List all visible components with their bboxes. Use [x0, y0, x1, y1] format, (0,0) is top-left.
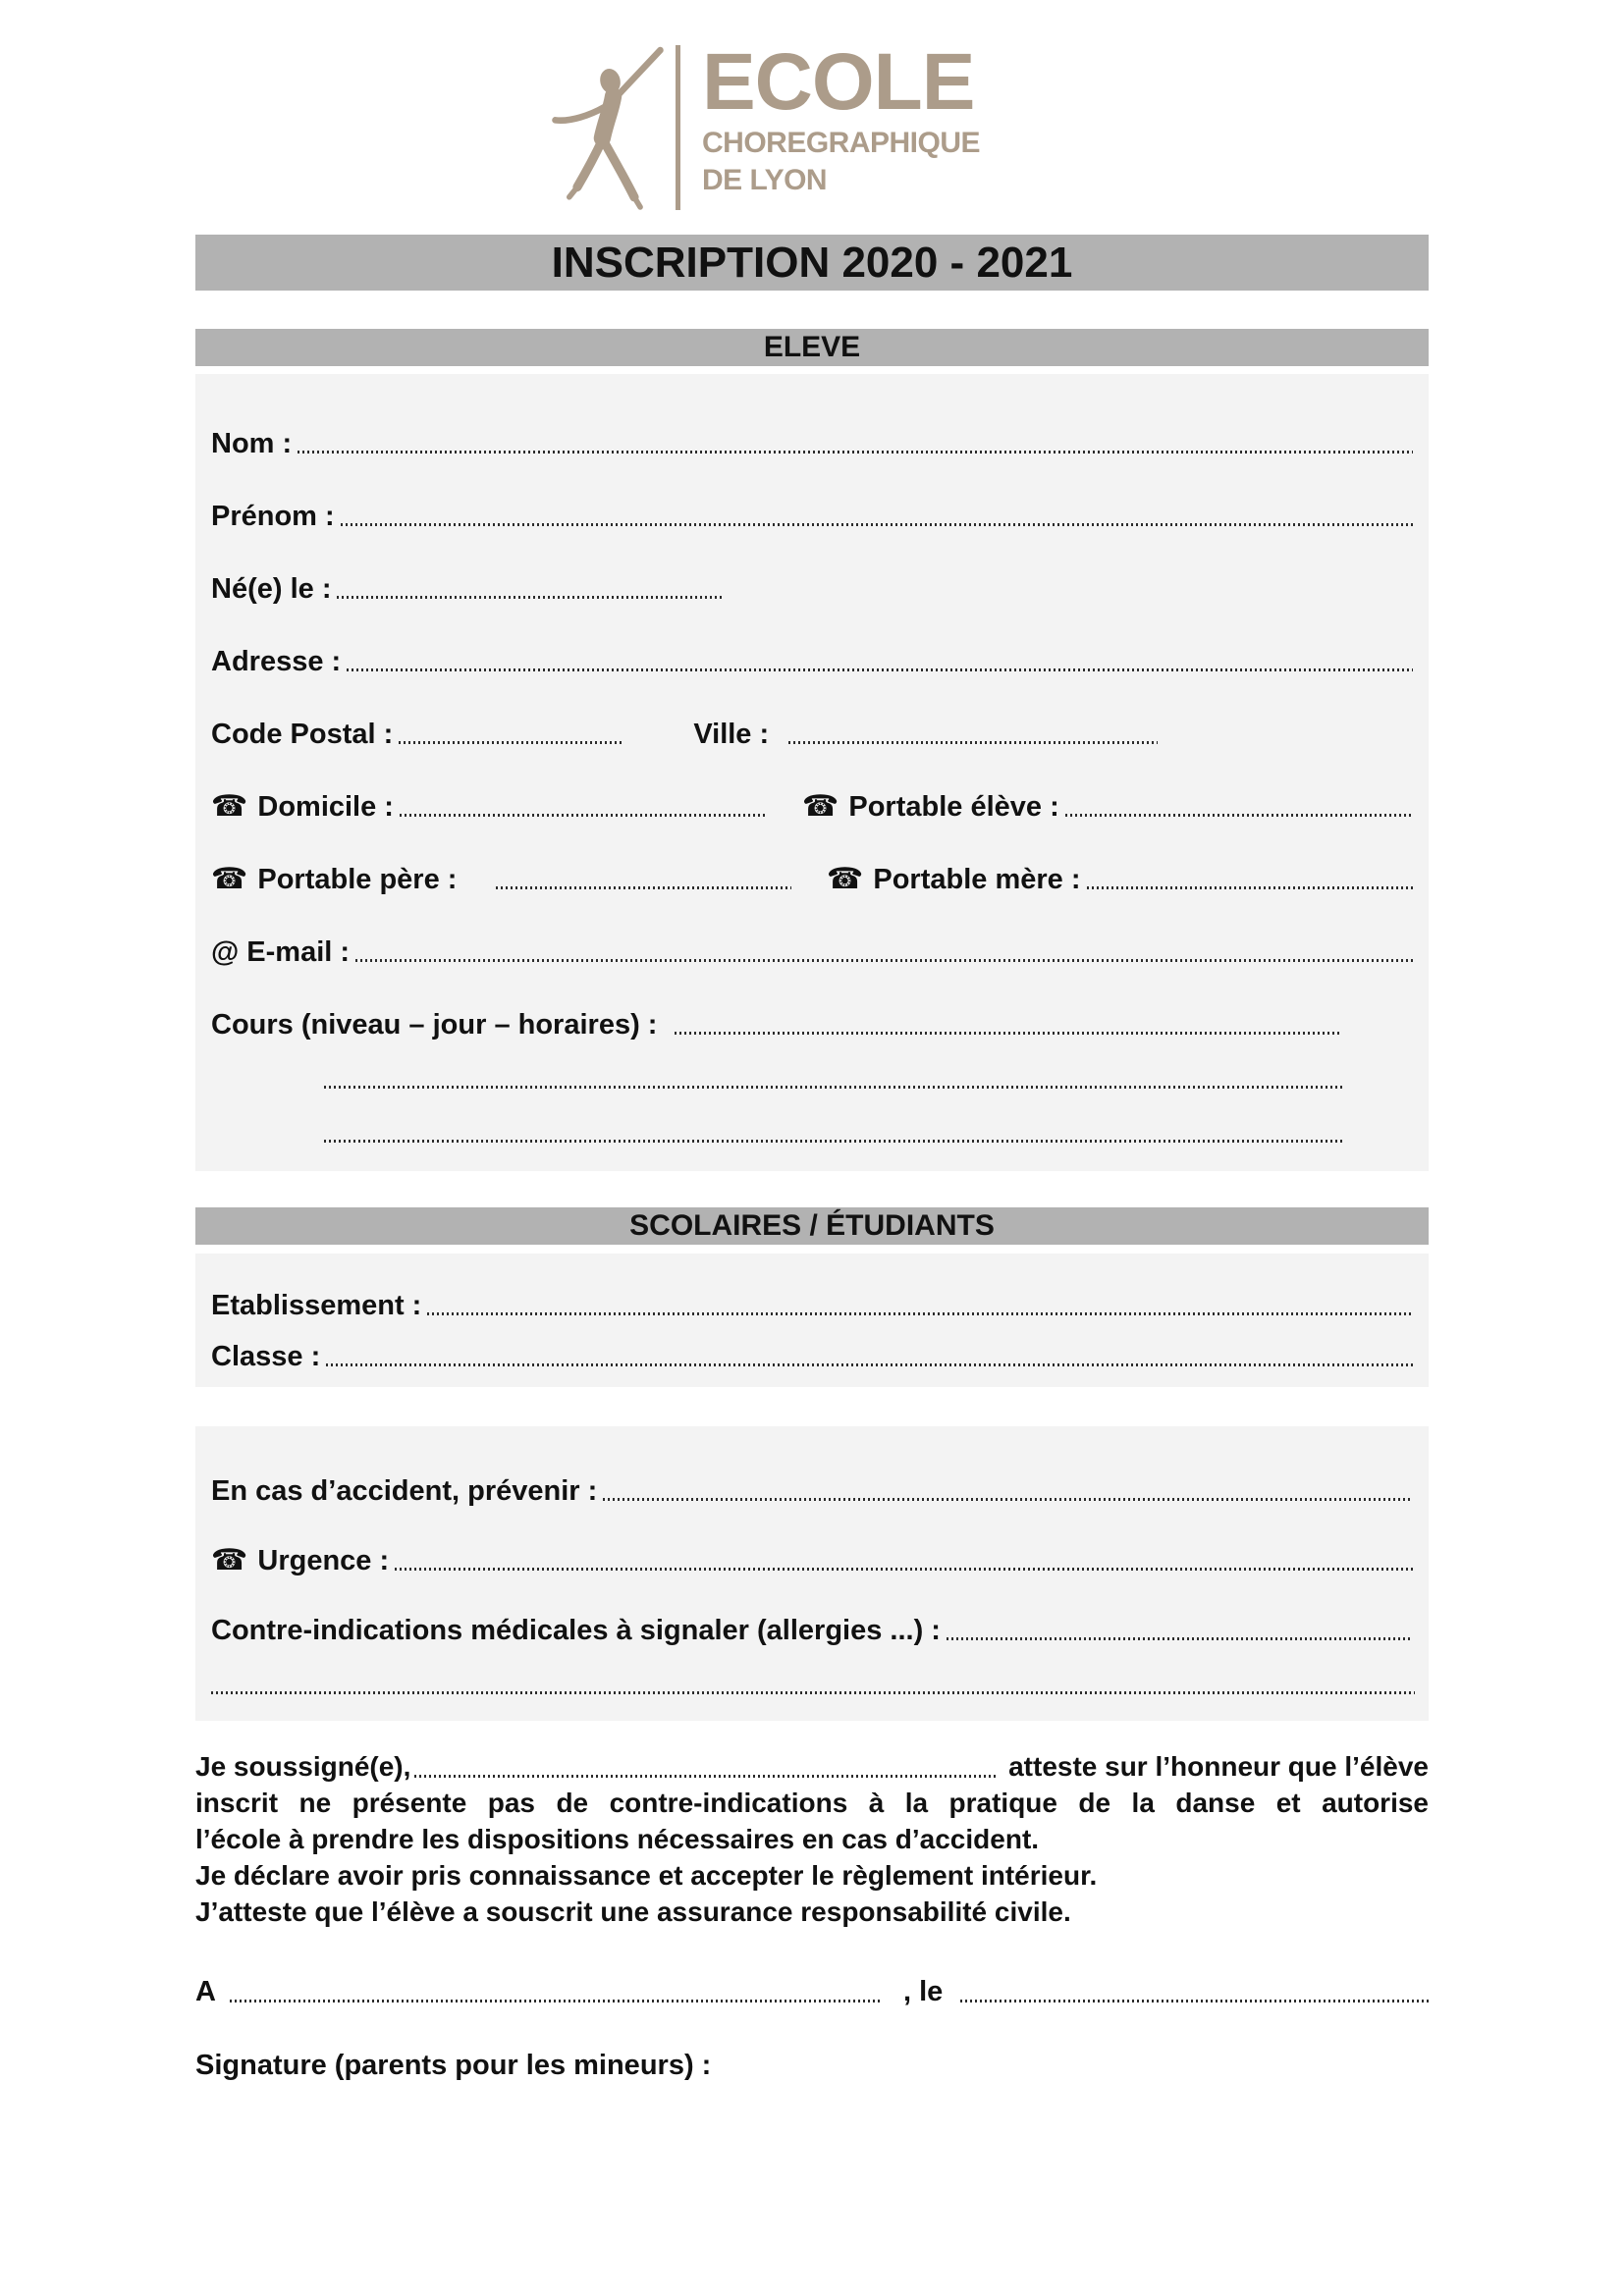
section-header-eleve	[195, 329, 1429, 366]
domicile-fill-line[interactable]	[400, 814, 767, 817]
cours-label: Cours (niveau – jour – horaires) :	[211, 1008, 658, 1041]
cours-fill-line-3[interactable]	[324, 1140, 1342, 1143]
logo-text	[701, 37, 981, 197]
signature-row	[195, 2050, 1429, 2082]
school-logo	[0, 0, 1578, 210]
date-label: , le	[902, 1975, 944, 2007]
etablissement-fill-line[interactable]	[427, 1312, 1413, 1315]
field-row-prenom	[211, 460, 1413, 533]
field-row-cours-line3	[211, 1095, 1413, 1149]
logo-school-subtitle: CHOREGRAPHIQUE	[701, 127, 981, 160]
code-postal-fill-line[interactable]	[399, 741, 624, 744]
section-header-scolaires	[195, 1207, 1429, 1245]
prenom-fill-line[interactable]	[341, 523, 1413, 526]
portable-pere-fill-line[interactable]	[496, 886, 791, 889]
contre-indications-fill-line[interactable]	[947, 1637, 1413, 1640]
nom-label: Nom :	[211, 427, 293, 459]
urgence-panel	[195, 1426, 1429, 1721]
etablissement-label: Etablissement :	[211, 1289, 422, 1321]
field-row-cours-line2	[211, 1041, 1413, 1095]
field-row-nom	[211, 388, 1413, 460]
dancer-silhouette-icon	[552, 45, 666, 210]
phone-icon: ☎	[211, 862, 248, 896]
phone-icon: ☎	[827, 862, 864, 896]
portable-pere-label: Portable père :	[257, 863, 458, 895]
date-fill-line[interactable]	[960, 2000, 1429, 2002]
portable-mere-label: Portable mère :	[873, 863, 1081, 895]
declaration-line-3: l’école à prendre les dispositions nécessaires en cas d’accident.	[195, 1824, 1040, 1854]
declaration-line-1-suffix: atteste sur l’honneur que l’élève	[1008, 1751, 1429, 1782]
city-fill-line[interactable]	[230, 2000, 880, 2002]
field-row-domicile-portable-eleve	[211, 751, 1413, 824]
field-row-etablissement	[211, 1271, 1413, 1322]
city-date-row	[195, 1973, 1429, 2008]
signature-label: Signature (parents pour les mineurs) :	[195, 2050, 712, 2081]
phone-icon: ☎	[802, 789, 839, 824]
nom-fill-line[interactable]	[298, 451, 1413, 454]
ville-fill-line[interactable]	[788, 741, 1158, 744]
declaration-text	[195, 1748, 1429, 1930]
field-row-contre-indications-line2	[211, 1647, 1413, 1701]
field-row-classe	[211, 1322, 1413, 1373]
code-postal-label: Code Postal :	[211, 718, 394, 750]
field-row-portable-pere-mere	[211, 824, 1413, 896]
field-row-contre-indications	[211, 1577, 1413, 1647]
field-row-accident	[211, 1438, 1413, 1508]
declaration-line-4: Je déclare avoir pris connaissance et accepter le règlement intérieur.	[195, 1860, 1098, 1891]
field-row-adresse	[211, 606, 1413, 678]
portable-mere-field	[827, 862, 1413, 896]
eleve-header-label: ELEVE	[763, 331, 861, 363]
field-row-code-postal-ville	[211, 678, 1413, 751]
email-label: E-mail :	[246, 935, 351, 968]
email-fill-line[interactable]	[355, 959, 1413, 962]
portable-eleve-label: Portable élève :	[848, 790, 1059, 823]
at-icon: @	[211, 935, 240, 968]
portable-eleve-field	[802, 789, 1413, 824]
urgence-label: Urgence :	[257, 1544, 390, 1576]
city-label: A	[195, 1975, 216, 2007]
declaration-line-1	[195, 1748, 1429, 1785]
field-row-cours	[211, 969, 1413, 1041]
field-row-email	[211, 896, 1413, 969]
cours-fill-line-2[interactable]	[324, 1086, 1342, 1089]
logo-school-name: ECOLE	[701, 37, 975, 127]
classe-fill-line[interactable]	[326, 1363, 1413, 1366]
scolaires-panel	[195, 1254, 1429, 1387]
phone-icon: ☎	[211, 789, 248, 824]
domicile-field	[211, 789, 767, 824]
phone-icon: ☎	[211, 1543, 248, 1577]
form-title-bar	[195, 235, 1429, 291]
ne-le-fill-line[interactable]	[337, 596, 725, 599]
form-title: INSCRIPTION 2020 - 2021	[551, 238, 1073, 287]
declaration-line-2: inscrit ne présente pas de contre-indications à la pratique de la danse et autorise	[195, 1788, 1429, 1818]
prenom-label: Prénom :	[211, 500, 335, 532]
logo-divider	[676, 45, 680, 210]
logo-city: DE LYON	[701, 164, 828, 197]
scolaires-header-label: SCOLAIRES / ÉTUDIANTS	[629, 1209, 995, 1242]
portable-eleve-fill-line[interactable]	[1065, 814, 1413, 817]
portable-mere-fill-line[interactable]	[1087, 886, 1413, 889]
adresse-label: Adresse :	[211, 645, 342, 677]
soussigne-name-fill-line[interactable]	[414, 1775, 999, 1778]
portable-pere-field	[211, 862, 791, 896]
contre-indications-label: Contre-indications médicales à signaler (allergies ...) :	[211, 1614, 941, 1646]
soussigne-label: Je soussigné(e),	[195, 1751, 411, 1782]
ville-label: Ville :	[693, 718, 770, 750]
accident-fill-line[interactable]	[603, 1498, 1413, 1501]
urgence-fill-line[interactable]	[395, 1568, 1413, 1571]
cours-fill-line[interactable]	[675, 1032, 1342, 1035]
declaration-line-5: J’atteste que l’élève a souscrit une assurance responsabilité civile.	[195, 1896, 1071, 1927]
field-row-urgence	[211, 1508, 1413, 1577]
adresse-fill-line[interactable]	[347, 668, 1413, 671]
eleve-panel	[195, 374, 1429, 1171]
ne-le-label: Né(e) le :	[211, 572, 332, 605]
domicile-label: Domicile :	[257, 790, 394, 823]
contre-indications-fill-line-2[interactable]	[211, 1691, 1415, 1694]
field-row-ne-le	[211, 533, 1413, 606]
accident-label: En cas d’accident, prévenir :	[211, 1474, 598, 1507]
classe-label: Classe :	[211, 1340, 321, 1372]
